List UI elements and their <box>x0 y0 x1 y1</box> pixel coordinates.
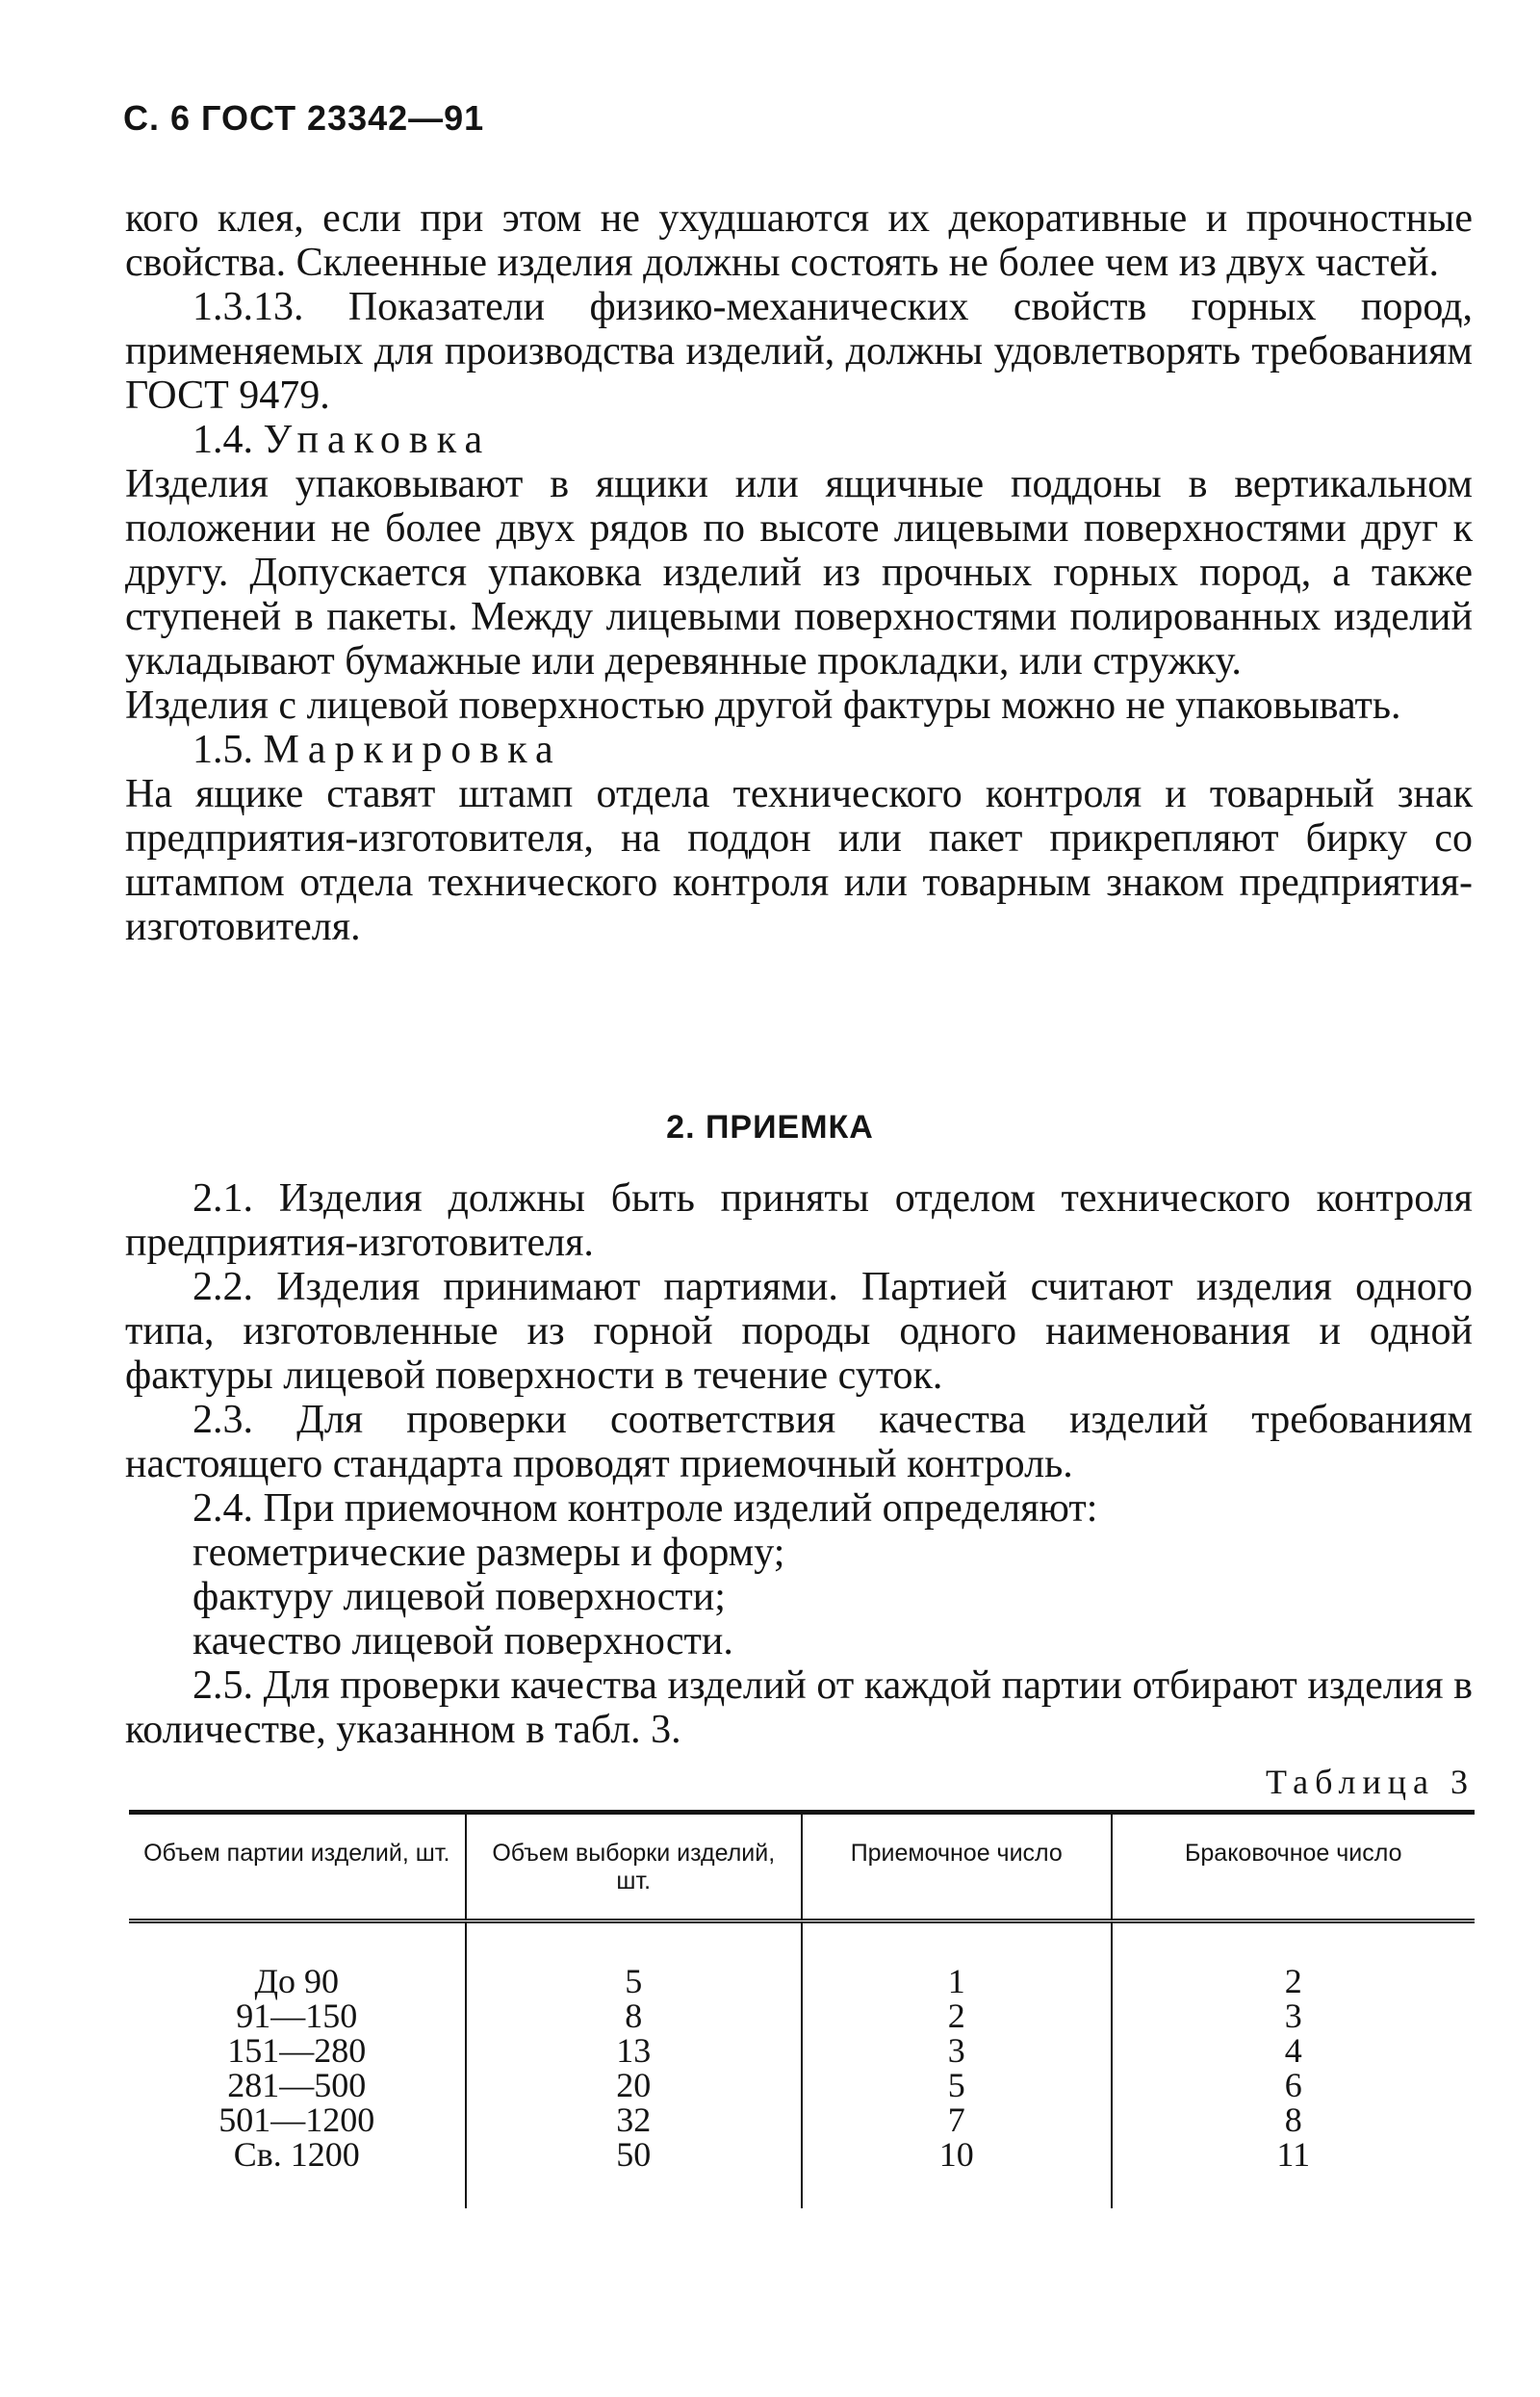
lot-size-cell: 281—500 <box>227 2066 367 2104</box>
table-header-row <box>129 1813 1475 1921</box>
lot-size-cell: 91—150 <box>236 1997 358 2035</box>
rejection-number-cell: 4 <box>1112 2033 1475 2068</box>
table-caption: Таблица 3 <box>1266 1763 1475 1801</box>
column-header-lot-size: Объем партии изделий, шт. <box>129 1813 466 1921</box>
paragraph-1-4-b: Изделия с лицевой поверхностью другой фактуры можно не упаковывать. <box>125 683 1401 728</box>
column-header-rejection-number: Браковочное число <box>1112 1813 1475 1921</box>
column-header-sample-size: Объем выборки изделий, шт. <box>466 1813 803 1921</box>
subheading-1-4-title: Упаковка <box>263 418 492 462</box>
table-row <box>129 2102 1475 2137</box>
sample-size-cell: 5 <box>466 1921 803 1999</box>
table-row <box>129 2068 1475 2102</box>
paragraph-2-3: 2.3. Для проверки соответствия качества изделий требованиям настоящего стандарта проводят приемочный контроль. <box>125 1398 1473 1486</box>
list-item: качество лицевой поверхности. <box>192 1619 733 1663</box>
acceptance-number-cell: 2 <box>802 1998 1112 2033</box>
lot-size-cell: 151—280 <box>227 2031 367 2070</box>
subheading-1-5-title: Маркировка <box>263 728 562 772</box>
column-header-acceptance-number: Приемочное число <box>802 1813 1112 1921</box>
section-2-title: 2. ПРИЕМКА <box>666 1109 874 1146</box>
table-row <box>129 2033 1475 2068</box>
sample-size-cell: 20 <box>466 2068 803 2102</box>
lot-size-cell: До 90 <box>254 1962 340 2000</box>
sample-size-cell: 32 <box>466 2102 803 2137</box>
table-3 <box>129 1810 1475 2208</box>
rejection-number-cell: 8 <box>1112 2102 1475 2137</box>
acceptance-number-cell: 7 <box>802 2102 1112 2137</box>
subheading-1-5 <box>125 728 1473 772</box>
lot-size-cell: Св. 1200 <box>233 2135 360 2174</box>
subheading-1-5-number: 1.5. <box>192 728 253 772</box>
acceptance-table <box>129 1810 1475 2208</box>
section-2-text <box>125 1176 1473 1752</box>
paragraph-2-4: 2.4. При приемочном контроле изделий определяют: <box>192 1486 1098 1531</box>
continued-paragraph: кого клея, если при этом не ухудшаются их декоративные и прочностные свойства. Склеенные изделия должны состоять не более чем из двух частей. <box>125 196 1473 285</box>
list-item: фактуру лицевой поверхности; <box>192 1575 726 1619</box>
section-1-text <box>125 196 1473 949</box>
acceptance-number-cell: 10 <box>802 2137 1112 2208</box>
paragraph-1-4-a: Изделия упаковывают в ящики или ящичные поддоны в вертикальном положении не более двух рядов по высоте лицевыми поверхностями друг к другу. Допускается упаковка изделий из прочных горных пород, а также ступеней в пакеты. Между лицевыми поверхностями полированных изделий укладывают бумажные или деревянные прокладки, или стружку. <box>125 462 1473 683</box>
rejection-number-cell: 6 <box>1112 2068 1475 2102</box>
sample-size-cell: 13 <box>466 2033 803 2068</box>
paragraph-2-1: 2.1. Изделия должны быть приняты отделом технического контроля предприятия-изготовителя. <box>125 1176 1473 1265</box>
table-row <box>129 1998 1475 2033</box>
rejection-number-cell: 11 <box>1112 2137 1475 2208</box>
rejection-number-cell: 2 <box>1112 1921 1475 1999</box>
table-row <box>129 1921 1475 1999</box>
lot-size-cell: 501—1200 <box>218 2101 375 2139</box>
paragraph-1-5: На ящике ставят штамп отдела технического контроля и товарный знак предприятия-изготовителя, на поддон или пакет прикрепляют бирку со штампом отдела технического контроля или товарным знаком предприятия-изготовителя. <box>125 772 1473 949</box>
paragraph-2-2: 2.2. Изделия принимают партиями. Партией считают изделия одного типа, изготовленные из горной породы одного наименования и одной фактуры лицевой поверхности в течение суток. <box>125 1265 1473 1398</box>
rejection-number-cell: 3 <box>1112 1998 1475 2033</box>
subheading-1-4 <box>125 418 1473 462</box>
paragraph-2-5: 2.5. Для проверки качества изделий от каждой партии отбирают изделия в количестве, указанном в табл. 3. <box>125 1663 1473 1752</box>
acceptance-number-cell: 1 <box>802 1921 1112 1999</box>
sample-size-cell: 50 <box>466 2137 803 2208</box>
running-head: С. 6 ГОСТ 23342—91 <box>123 98 485 138</box>
paragraph-1-3-13: 1.3.13. Показатели физико-механических свойств горных пород, применяемых для производства изделий, должны удовлетворять требованиям ГОСТ 9479. <box>125 285 1473 418</box>
list-item: геометрические размеры и форму; <box>192 1531 785 1575</box>
table-row <box>129 2137 1475 2208</box>
acceptance-number-cell: 3 <box>802 2033 1112 2068</box>
acceptance-number-cell: 5 <box>802 2068 1112 2102</box>
subheading-1-4-number: 1.4. <box>192 418 253 462</box>
sample-size-cell: 8 <box>466 1998 803 2033</box>
